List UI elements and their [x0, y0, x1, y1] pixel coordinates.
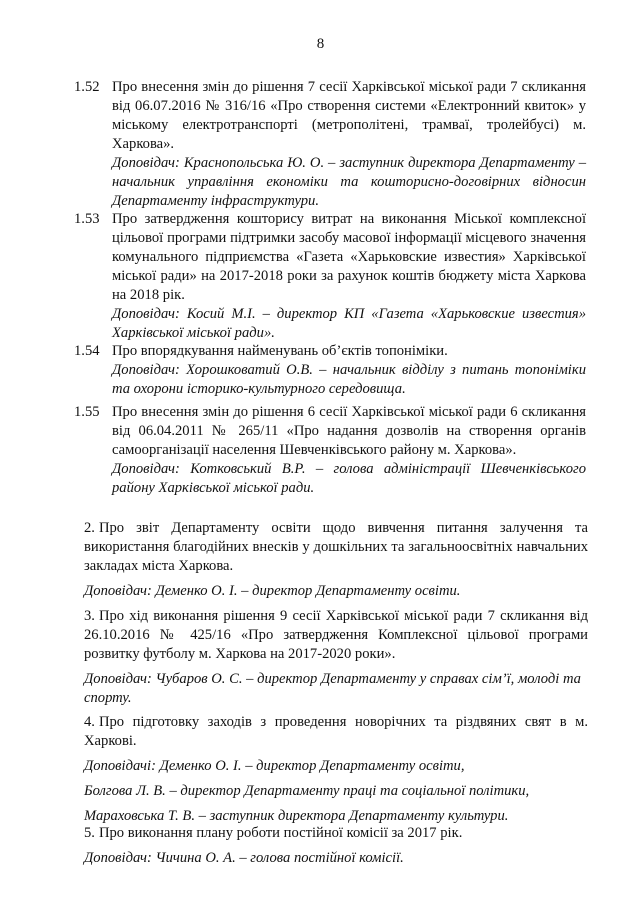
subitem-text: Про впорядкування найменувань об’єктів топоніміки. — [112, 343, 448, 359]
item-number: 3. — [84, 608, 95, 624]
subitem-reporter: Доповідач: Косий М.І. – директор КП «Газета «Харьковские известия» Харківської міської ради». — [112, 306, 586, 341]
subitem-text: Про внесення змін до рішення 6 сесії Харківської міської ради 6 скликання від 06.04.2011 № 265/11 «Про надання дозволів на створення органів самоорганізації населення Шевченківського району м. Харкова». — [112, 404, 586, 458]
subitem-reporter: Доповідач: Хорошковатий О.В. – начальник відділу з питань топоніміки та охорони історико-культурного середовища. — [112, 362, 586, 397]
item-text: Про виконання плану роботи постійної комісії за 2017 рік. — [98, 825, 463, 841]
item-reporter: Доповідач: Чубаров О. С. – директор Департаменту у справах сім’ї, молоді та спорту. — [84, 671, 581, 706]
subitem-reporter: Доповідач: Котковський В.Р. – голова адміністрації Шевченківського району Харківської міської ради. — [112, 461, 586, 496]
item-text: Про звіт Департаменту освіти щодо вивчення питання залучення та використання благодійних внесків у дошкільних та загальноосвітніх навчальних закладах міста Харкова. — [84, 520, 588, 574]
subitem-number: 1.53 — [74, 211, 100, 227]
item-number: 5. — [84, 825, 95, 841]
agenda-item — [84, 713, 588, 826]
subitem-number: 1.54 — [74, 343, 100, 359]
agenda-item — [84, 607, 588, 708]
agenda-subitem — [74, 403, 586, 498]
agenda-item — [84, 519, 588, 601]
agenda-item — [84, 824, 588, 868]
item-reporter: Доповідач: Чичина О. А. – голова постійної комісії. — [84, 850, 404, 866]
item-reporter: Болгова Л. В. – директор Департаменту праці та соціальної політики, — [84, 783, 530, 799]
agenda-subitem — [74, 78, 586, 211]
subitem-text: Про затвердження кошторису витрат на виконання Міської комплексної цільової програми підтримки засобу масової інформації місцевого значення комунального підприємства «Газета «Харьковские известия» Харківської міської ради» на 2017-2018 роки за рахунок коштів бюджету міста Харкова на 2018 рік. — [112, 211, 586, 303]
item-number: 2. — [84, 520, 95, 536]
subitem-number: 1.55 — [74, 404, 100, 420]
page-number: 8 — [316, 36, 325, 52]
item-reporter: Доповідачі: Деменко О. І. – директор Департаменту освіти, — [84, 758, 465, 774]
item-number: 4. — [84, 714, 95, 730]
subitem-number: 1.52 — [74, 79, 100, 95]
item-text: Про хід виконання рішення 9 сесії Харківської міської ради 7 скликання від 26.10.2016 № 425/16 «Про затвердження Комплексної цільової програми розвитку футболу м. Харкова на 2017-2020 роки». — [84, 608, 588, 662]
item-reporter: Доповідач: Деменко О. І. – директор Департаменту освіти. — [84, 583, 461, 599]
item-text: Про підготовку заходів з проведення новорічних та різдвяних свят в м. Харкові. — [84, 714, 588, 749]
agenda-subitem — [74, 342, 586, 399]
subitem-text: Про внесення змін до рішення 7 сесії Харківської міської ради 7 скликання від 06.07.2016 № 316/16 «Про створення системи «Електронний квиток» у міському електротранспорті (метрополітені, трамваї, тролейбусі) м. Харкова». — [112, 79, 586, 152]
agenda-subitem — [74, 210, 586, 343]
item-reporter: Мараховська Т. В. – заступник директора Департаменту культури. — [84, 808, 509, 824]
subitem-reporter: Доповідач: Краснопольська Ю. О. – заступник директора Департаменту – начальник управління економіки та кошторисно-договірних відносин Департаменту інфраструктури. — [112, 155, 586, 209]
